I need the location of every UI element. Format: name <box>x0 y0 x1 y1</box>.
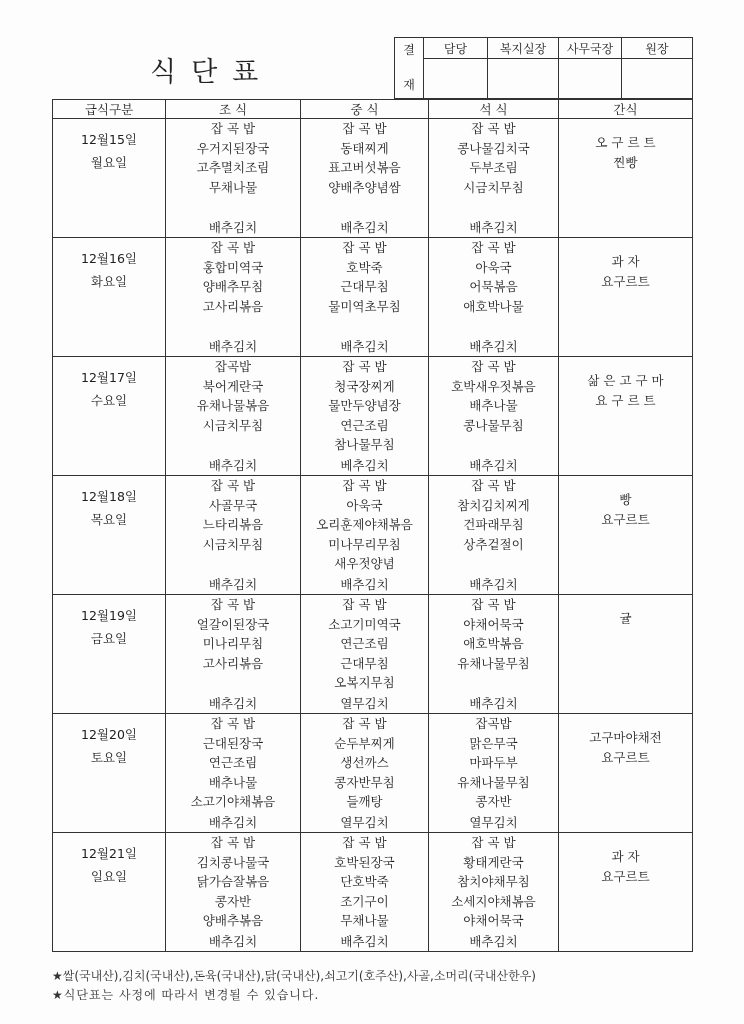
breakfast-item: 우거지된장국 <box>196 140 270 156</box>
breakfast-item: 북어게란국 <box>202 378 264 394</box>
lunch-item: 연근조림 <box>340 417 389 433</box>
breakfast-item: 잡 곡 밥 <box>210 716 256 731</box>
dinner-item: 맑은무국 <box>469 735 518 751</box>
approval-sign-box <box>488 59 559 99</box>
dinner-item: 참치김치찌게 <box>457 497 530 513</box>
lunch-item: 순두부찌게 <box>334 735 395 751</box>
dinner-cell <box>429 238 559 357</box>
approval-role-staff: 담당 <box>424 38 488 59</box>
dinner-cell <box>429 119 559 238</box>
day-row <box>53 119 693 238</box>
dinner-item: 아욱국 <box>475 259 512 275</box>
lunch-cell <box>301 357 429 476</box>
day-row <box>53 595 693 714</box>
lunch-item: 참나물무침 <box>334 437 395 452</box>
dinner-cell <box>429 476 559 595</box>
snack-cell <box>559 714 693 833</box>
breakfast-cell <box>166 595 301 714</box>
weekday-label: 화요일 <box>90 274 128 289</box>
dinner-cell <box>429 357 559 476</box>
breakfast-item: 시금치무침 <box>202 417 264 433</box>
dinner-item: 배추김치 <box>469 577 518 592</box>
dinner-item: 두부조림 <box>469 160 518 175</box>
snack-cell <box>559 833 693 952</box>
dinner-item: 황태게란국 <box>463 854 524 870</box>
lunch-item: 잡 곡 밥 <box>342 240 387 255</box>
dinner-item: 배추김치 <box>469 934 518 949</box>
day-cell <box>53 595 166 714</box>
snack-cell <box>559 119 693 238</box>
lunch-item: 오리훈제야채볶음 <box>316 517 413 532</box>
date-label: 12월15일 <box>81 132 137 147</box>
breakfast-item: 양배추볶음 <box>202 913 264 928</box>
dinner-item: 잡 곡 밥 <box>471 359 516 374</box>
dinner-item: 잡 곡 밥 <box>471 478 516 493</box>
approval-role-office-director: 사무국장 <box>559 38 622 59</box>
lunch-cell <box>301 714 429 833</box>
dinner-item: 배추김치 <box>469 696 518 711</box>
dinner-item: 상추겉절이 <box>463 536 524 552</box>
dinner-item: 콩나물무침 <box>463 417 524 433</box>
snack-item: 귤 <box>619 611 632 626</box>
breakfast-item: 느타리볶음 <box>202 517 264 532</box>
weekday-label: 일요일 <box>90 869 128 884</box>
lunch-item: 배추김치 <box>340 577 389 592</box>
day-row <box>53 714 693 833</box>
day-row <box>53 476 693 595</box>
breakfast-item: 잡 곡 밥 <box>210 121 256 136</box>
lunch-cell <box>301 238 429 357</box>
lunch-item: 물미역초무침 <box>328 298 401 314</box>
breakfast-cell <box>166 714 301 833</box>
lunch-item: 콩자반무침 <box>334 774 395 790</box>
dinner-item: 건파래무침 <box>463 517 524 532</box>
approval-sign-box <box>622 59 693 99</box>
date-label: 12월20일 <box>81 727 137 742</box>
breakfast-item: 배추나물 <box>208 774 258 790</box>
day-cell <box>53 476 166 595</box>
lunch-item: 잡 곡 밥 <box>342 359 387 374</box>
date-label: 12월18일 <box>81 489 137 504</box>
day-cell <box>53 357 166 476</box>
footnote-origin: ★쌀(국내산),김치(국내산),돈육(국내산),닭(국내산),쇠고기(호주산),사골,소머리(국내산한우) <box>52 969 536 983</box>
breakfast-item: 시금치무침 <box>202 536 264 552</box>
lunch-cell <box>301 476 429 595</box>
lunch-item: 잡 곡 밥 <box>342 121 387 136</box>
meal-menu-table <box>52 99 693 952</box>
dinner-item: 배추나물 <box>469 398 518 413</box>
breakfast-item: 홍합미역국 <box>202 259 264 275</box>
lunch-item: 아욱국 <box>346 497 383 513</box>
day-row <box>53 238 693 357</box>
breakfast-item: 배추김치 <box>208 458 258 473</box>
dinner-item: 야채어묵국 <box>463 913 524 928</box>
lunch-item: 베추김치 <box>340 458 389 473</box>
lunch-item: 들깨탕 <box>346 794 383 809</box>
dinner-item: 콩나물김치국 <box>457 140 530 156</box>
breakfast-item: 콩자반 <box>214 893 252 909</box>
dinner-item: 잡 곡 밥 <box>471 121 516 136</box>
dinner-item: 시금치무침 <box>463 179 524 195</box>
snack-cell <box>559 238 693 357</box>
lunch-item: 열무김치 <box>340 815 389 830</box>
lunch-item: 근대무침 <box>340 655 389 671</box>
dinner-item: 유채나물무침 <box>457 774 530 790</box>
approval-sign-box <box>424 59 488 99</box>
lunch-item: 표고버섯볶음 <box>328 160 401 175</box>
weekday-label: 금요일 <box>90 631 128 646</box>
dinner-item: 배추김치 <box>469 458 518 473</box>
dinner-item: 잡 곡 밥 <box>471 597 516 612</box>
breakfast-cell <box>166 238 301 357</box>
breakfast-item: 배추김치 <box>208 339 258 354</box>
approval-box <box>394 37 693 99</box>
snack-item: 찐빵 <box>613 154 638 170</box>
dinner-cell <box>429 714 559 833</box>
lunch-item: 소고기미역국 <box>328 616 401 632</box>
breakfast-item: 고추멸치조림 <box>196 160 270 175</box>
dinner-item: 애호박볶음 <box>463 636 524 651</box>
header-breakfast: 조 식 <box>166 100 301 119</box>
breakfast-cell <box>166 476 301 595</box>
lunch-item: 잡 곡 밥 <box>342 716 387 731</box>
snack-item: 요구르트 <box>601 868 650 884</box>
lunch-item: 배추김치 <box>340 220 389 235</box>
breakfast-item: 배추김치 <box>208 934 258 949</box>
day-row <box>53 357 693 476</box>
lunch-item: 배추김치 <box>340 339 389 354</box>
day-cell <box>53 238 166 357</box>
breakfast-item: 배추김치 <box>208 220 258 235</box>
snack-item: 삶 은 고 구 마 <box>587 373 664 388</box>
snack-item: 고구마야채전 <box>589 730 662 745</box>
lunch-item: 잡 곡 밥 <box>342 597 387 612</box>
lunch-item: 단호박죽 <box>340 874 389 889</box>
lunch-item: 무채나물 <box>340 913 389 928</box>
date-label: 12월17일 <box>81 370 137 385</box>
dinner-item: 야채어묵국 <box>463 616 524 632</box>
header-meal-category: 급식구분 <box>53 100 166 119</box>
breakfast-item: 근대된장국 <box>202 735 264 751</box>
snack-cell <box>559 357 693 476</box>
header-lunch: 중 식 <box>301 100 429 119</box>
breakfast-item: 사골무국 <box>208 497 258 513</box>
dinner-item: 유채나물무침 <box>457 655 530 671</box>
breakfast-item: 배추김치 <box>208 815 258 830</box>
dinner-item: 소세지야채볶음 <box>451 893 536 909</box>
weekday-label: 목요일 <box>90 512 128 527</box>
lunch-cell <box>301 833 429 952</box>
breakfast-cell <box>166 357 301 476</box>
lunch-item: 연근조림 <box>340 636 389 651</box>
header-snack: 간식 <box>559 100 693 119</box>
lunch-item: 미나무리무침 <box>328 536 401 552</box>
lunch-cell <box>301 595 429 714</box>
weekday-label: 수요일 <box>90 393 128 408</box>
breakfast-cell <box>166 833 301 952</box>
snack-item: 과 자 <box>611 254 640 269</box>
lunch-item: 생선까스 <box>340 755 389 770</box>
breakfast-item: 무채나물 <box>208 179 258 195</box>
lunch-item: 호박죽 <box>346 259 383 275</box>
dinner-item: 배추김치 <box>469 220 518 235</box>
breakfast-item: 얼갈이된장국 <box>196 616 270 632</box>
lunch-item: 청국장찌게 <box>334 378 395 394</box>
breakfast-item: 잡 곡 밥 <box>210 835 256 850</box>
snack-item: 요구르트 <box>601 273 650 289</box>
snack-cell <box>559 595 693 714</box>
day-cell <box>53 833 166 952</box>
breakfast-item: 잡곡밥 <box>214 359 252 374</box>
lunch-item: 양배추양념쌈 <box>328 179 401 195</box>
dinner-item: 잡 곡 밥 <box>471 835 516 850</box>
snack-item: 빵 <box>619 492 632 507</box>
snack-item: 요 구 르 트 <box>595 392 656 408</box>
day-cell <box>53 714 166 833</box>
snack-item: 요구르트 <box>601 749 650 765</box>
breakfast-item: 고사리볶음 <box>202 298 264 314</box>
lunch-item: 동태찌게 <box>340 140 389 156</box>
dinner-item: 호박새우젓볶음 <box>451 378 536 394</box>
lunch-item: 잡 곡 밥 <box>342 478 387 493</box>
lunch-item: 근대무침 <box>340 279 389 294</box>
dinner-item: 어묵볶음 <box>469 279 518 294</box>
approval-role-head: 원장 <box>622 38 693 59</box>
dinner-item: 열무김치 <box>469 815 518 830</box>
lunch-item: 물만두양념장 <box>328 398 401 413</box>
breakfast-item: 연근조림 <box>208 755 258 770</box>
breakfast-item: 배추김치 <box>208 577 258 592</box>
date-label: 12월19일 <box>81 608 137 623</box>
approval-label: 결 재 <box>395 38 424 99</box>
lunch-item: 오복지무침 <box>334 675 395 690</box>
dinner-item: 잡 곡 밥 <box>471 240 516 255</box>
dinner-cell <box>429 833 559 952</box>
breakfast-item: 잡 곡 밥 <box>210 597 256 612</box>
weekday-label: 토요일 <box>90 750 128 765</box>
dinner-item: 참치야채무침 <box>457 874 530 889</box>
breakfast-item: 유채나물볶음 <box>196 398 270 413</box>
snack-item: 오 구 르 트 <box>595 135 656 150</box>
snack-item: 요구르트 <box>601 511 650 527</box>
lunch-item: 열무김치 <box>340 696 389 711</box>
breakfast-item: 닭가슴잘볶음 <box>196 874 270 889</box>
lunch-item: 잡 곡 밥 <box>342 835 387 850</box>
snack-cell <box>559 476 693 595</box>
lunch-item: 호박된장국 <box>334 854 395 870</box>
lunch-cell <box>301 119 429 238</box>
breakfast-item: 잡 곡 밥 <box>210 240 256 255</box>
header-dinner: 석 식 <box>429 100 559 119</box>
lunch-item: 조기구이 <box>340 893 389 909</box>
breakfast-cell <box>166 119 301 238</box>
dinner-cell <box>429 595 559 714</box>
breakfast-item: 양배추무침 <box>202 279 264 294</box>
dinner-item: 배추김치 <box>469 339 518 354</box>
day-cell <box>53 119 166 238</box>
breakfast-item: 소고기야채볶음 <box>190 794 276 809</box>
dinner-item: 애호박나물 <box>463 298 524 314</box>
dinner-item: 잡곡밥 <box>475 716 512 731</box>
weekday-label: 월요일 <box>90 155 128 170</box>
dinner-item: 마파두부 <box>469 755 518 770</box>
breakfast-item: 배추김치 <box>208 696 258 711</box>
dinner-item: 콩자반 <box>475 794 512 809</box>
footnote-change-notice: ★식단표는 사정에 따라서 변경될 수 있습니다. <box>52 988 320 1002</box>
snack-item: 과 자 <box>611 849 640 864</box>
breakfast-item: 미나리무침 <box>202 636 264 651</box>
approval-role-welfare-director: 복지실장 <box>488 38 559 59</box>
page-title: 식단표 <box>150 57 274 88</box>
date-label: 12월16일 <box>81 251 137 266</box>
breakfast-item: 잡 곡 밥 <box>210 478 256 493</box>
lunch-item: 배추김치 <box>340 934 389 949</box>
breakfast-item: 김치콩나물국 <box>196 854 270 870</box>
approval-sign-box <box>559 59 622 99</box>
date-label: 12월21일 <box>81 846 137 861</box>
day-row <box>53 833 693 952</box>
breakfast-item: 고사리볶음 <box>202 655 264 671</box>
lunch-item: 새우젓양념 <box>334 556 395 571</box>
